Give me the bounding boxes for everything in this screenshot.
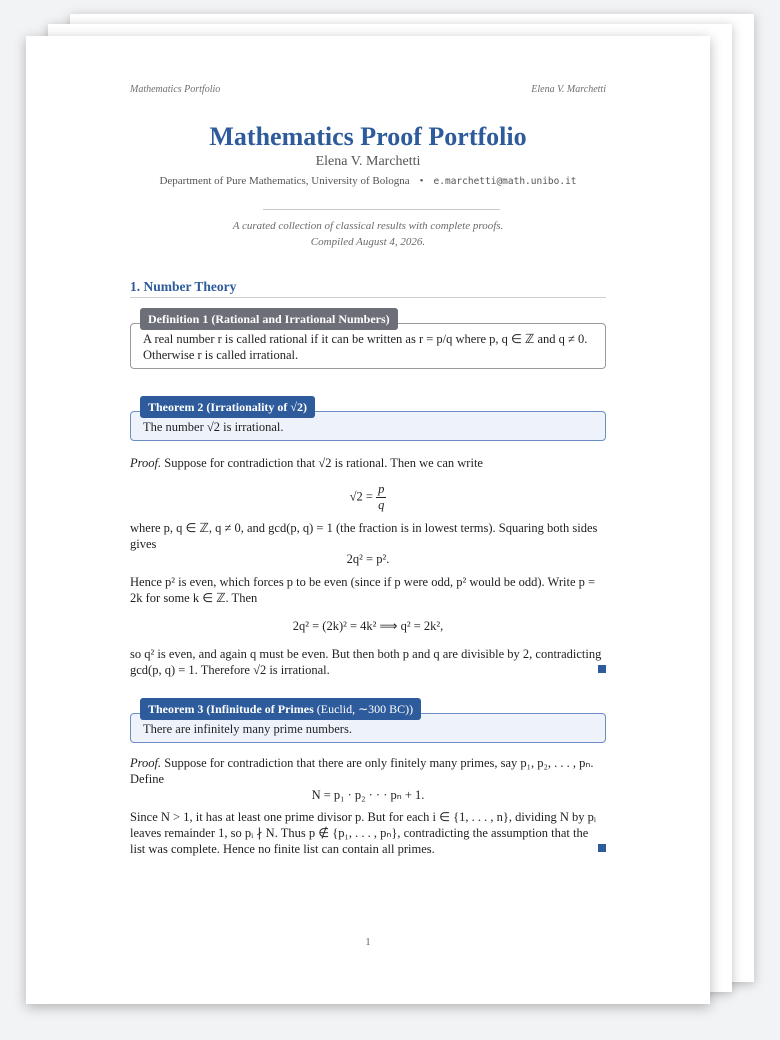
theorem-2-box [130,400,606,441]
title-rule [263,209,500,210]
proof-3-text-1: Suppose for contradiction that there are only finitely many primes, say p₁, p₂, . . . , pₙ. Define [130,756,594,786]
theorem-3-attribution: (Euclid, ∼300 BC)) [316,702,414,716]
email-address: e.marchetti@math.unibo.it [433,176,577,187]
running-head-right: Elena V. Marchetti [531,84,606,95]
theorem-3-body: There are infinitely many prime numbers. [143,722,352,736]
proof-2-paragraph-1 [130,455,606,471]
fraction [376,482,386,513]
qed-mark-1 [598,665,606,673]
document-title: Mathematics Proof Portfolio [209,122,527,151]
proof-2-paragraph-3: Hence p² is even, which forces p to be even (since if p were odd, p² would be odd). Write p = 2k for some k ∈ ℤ. Then [130,575,596,605]
proof-label: Proof. [130,456,162,470]
equation-lhs: √2 = [349,489,373,504]
document-page [26,36,710,1004]
equation-sqrt2 [130,482,606,513]
proof-label: Proof. [130,756,162,770]
definition-box [130,312,606,369]
equation-product: N = p₁ · p₂ · · · pₙ + 1. [311,788,425,802]
abstract-line-1: A curated collection of classical results with complete proofs. [232,220,504,232]
definition-body: A real number r is called rational if it can be written as r = p/q where p, q ∈ ℤ and q ≠ 0. Otherwise r is called irrational. [143,332,588,362]
equation-squared: 2q² = p². [346,552,390,566]
theorem-3-label [140,698,421,720]
equation-substitution: 2q² = (2k)² = 4k² ⟹ q² = 2k², [292,619,444,633]
separator-dot: • [419,175,424,187]
proof-3-paragraph-1 [130,755,606,787]
theorem-3-box [130,702,606,743]
author-name: Elena V. Marchetti [315,154,421,169]
fraction-denominator: q [378,498,385,512]
section-heading: 1. Number Theory [130,279,606,298]
running-head-left: Mathematics Portfolio [130,84,221,95]
proof-2-paragraph-4: so q² is even, and again q must be even. But then both p and q are divisible by 2, contradicting gcd(p, q) = 1. Therefore √2 is irrational. [130,647,602,677]
theorem-2-label: Theorem 2 (Irrationality of √2) [140,396,315,418]
abstract [130,218,606,250]
proof-2-paragraph-2: where p, q ∈ ℤ, q ≠ 0, and gcd(p, q) = 1 (the fraction is in lowest terms). Squaring both sides gives [130,521,598,551]
abstract-line-2: Compiled August 4, 2026. [310,236,426,248]
theorem-2-body: The number √2 is irrational. [143,420,284,434]
proof-2-text-1: Suppose for contradiction that √2 is rational. Then we can write [164,456,483,470]
theorem-3-title: Theorem 3 (Infinitude of Primes [148,702,314,716]
affiliation: Department of Pure Mathematics, University of Bologna [159,175,410,187]
fraction-numerator: p [378,482,385,496]
page-number: 1 [365,936,371,948]
definition-label: Definition 1 (Rational and Irrational Numbers) [140,308,398,330]
qed-mark-2 [598,844,606,852]
affiliation-line [120,175,616,187]
proof-3-paragraph-2: Since N > 1, it has at least one prime divisor p. But for each i ∈ {1, . . . , n}, dividing N by pᵢ leaves remainder 1, so pᵢ ∤ N. Thus p ∉ {p₁, . . . , pₙ}, contradicting the assumption that the list was complete. Hence no finite list can contain all primes. [130,810,596,856]
